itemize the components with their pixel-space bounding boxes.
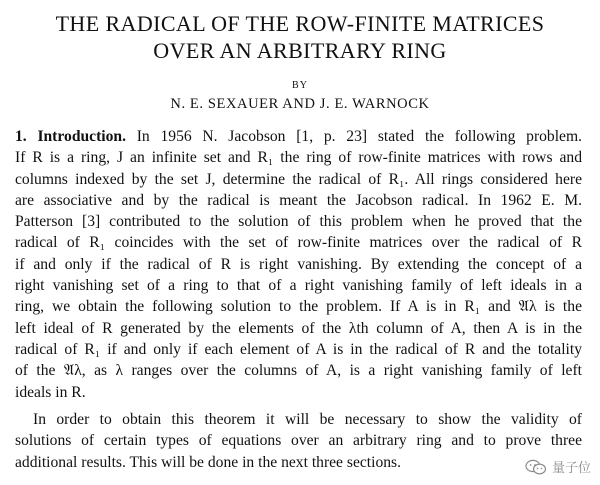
byline: BY bbox=[292, 80, 308, 91]
second-paragraph bbox=[15, 409, 582, 473]
text-line: radical of R₁ if and only if each element of A is in the radical of R and the totality bbox=[15, 340, 582, 358]
authors: N. E. SEXAUER AND J. E. WARNOCK bbox=[170, 96, 430, 112]
text-line-content: In 1956 N. Jacobson [1, p. 23] stated the following problem. bbox=[125, 128, 583, 145]
text-line: of the 𝔄λ, as λ ranges over the columns of A, is a right vanishing family of left bbox=[15, 362, 582, 380]
text-line: additional results. This will be done in the next three sections. bbox=[15, 453, 402, 471]
text-line: solutions of certain types of equations over an arbitrary ring and to prove three bbox=[15, 432, 582, 450]
text-line: left ideal of R generated by the elements of the λth column of A, then A is in the bbox=[15, 319, 582, 337]
text-line: if and only if the radical of R is right vanishing. By extending the concept of a bbox=[15, 255, 582, 273]
text-line bbox=[15, 126, 582, 147]
text-line: are associative and by the radical is meant the Jacobson radical. In 1962 E. M. bbox=[15, 191, 582, 209]
text-line: In order to obtain this theorem it will be necessary to show the validity of bbox=[33, 411, 582, 428]
text-line: ring, we obtain the following solution to the problem. If A is in R₁ and 𝔄λ is the bbox=[15, 298, 582, 316]
paper-title-line-2: OVER AN ARBITRARY RING bbox=[153, 38, 447, 63]
watermark-text: 量子位 bbox=[551, 461, 591, 476]
text-line: ideals in R. bbox=[15, 383, 86, 401]
introduction-paragraph bbox=[15, 126, 582, 403]
text-line: radical of R₁ coincides with the set of row-finite matrices over the radical of R bbox=[15, 234, 582, 252]
text-line: If R is a ring, J an infinite set and R₁ the ring of row-finite matrices with rows and bbox=[15, 149, 582, 167]
watermark bbox=[525, 457, 591, 476]
wechat-icon bbox=[525, 459, 547, 475]
text-line: right vanishing set of a ring to that of a right vanishing family of left ideals in a bbox=[15, 277, 582, 295]
text-line: Patterson [3] contributed to the solution of this problem when he proved that the bbox=[15, 213, 582, 231]
paper-title-line-1: THE RADICAL OF THE ROW-FINITE MATRICES bbox=[55, 11, 545, 36]
section-heading: 1. Introduction. bbox=[15, 128, 126, 145]
text-line: columns indexed by the set J, determine the radical of R₁. All rings considered here bbox=[15, 170, 582, 188]
